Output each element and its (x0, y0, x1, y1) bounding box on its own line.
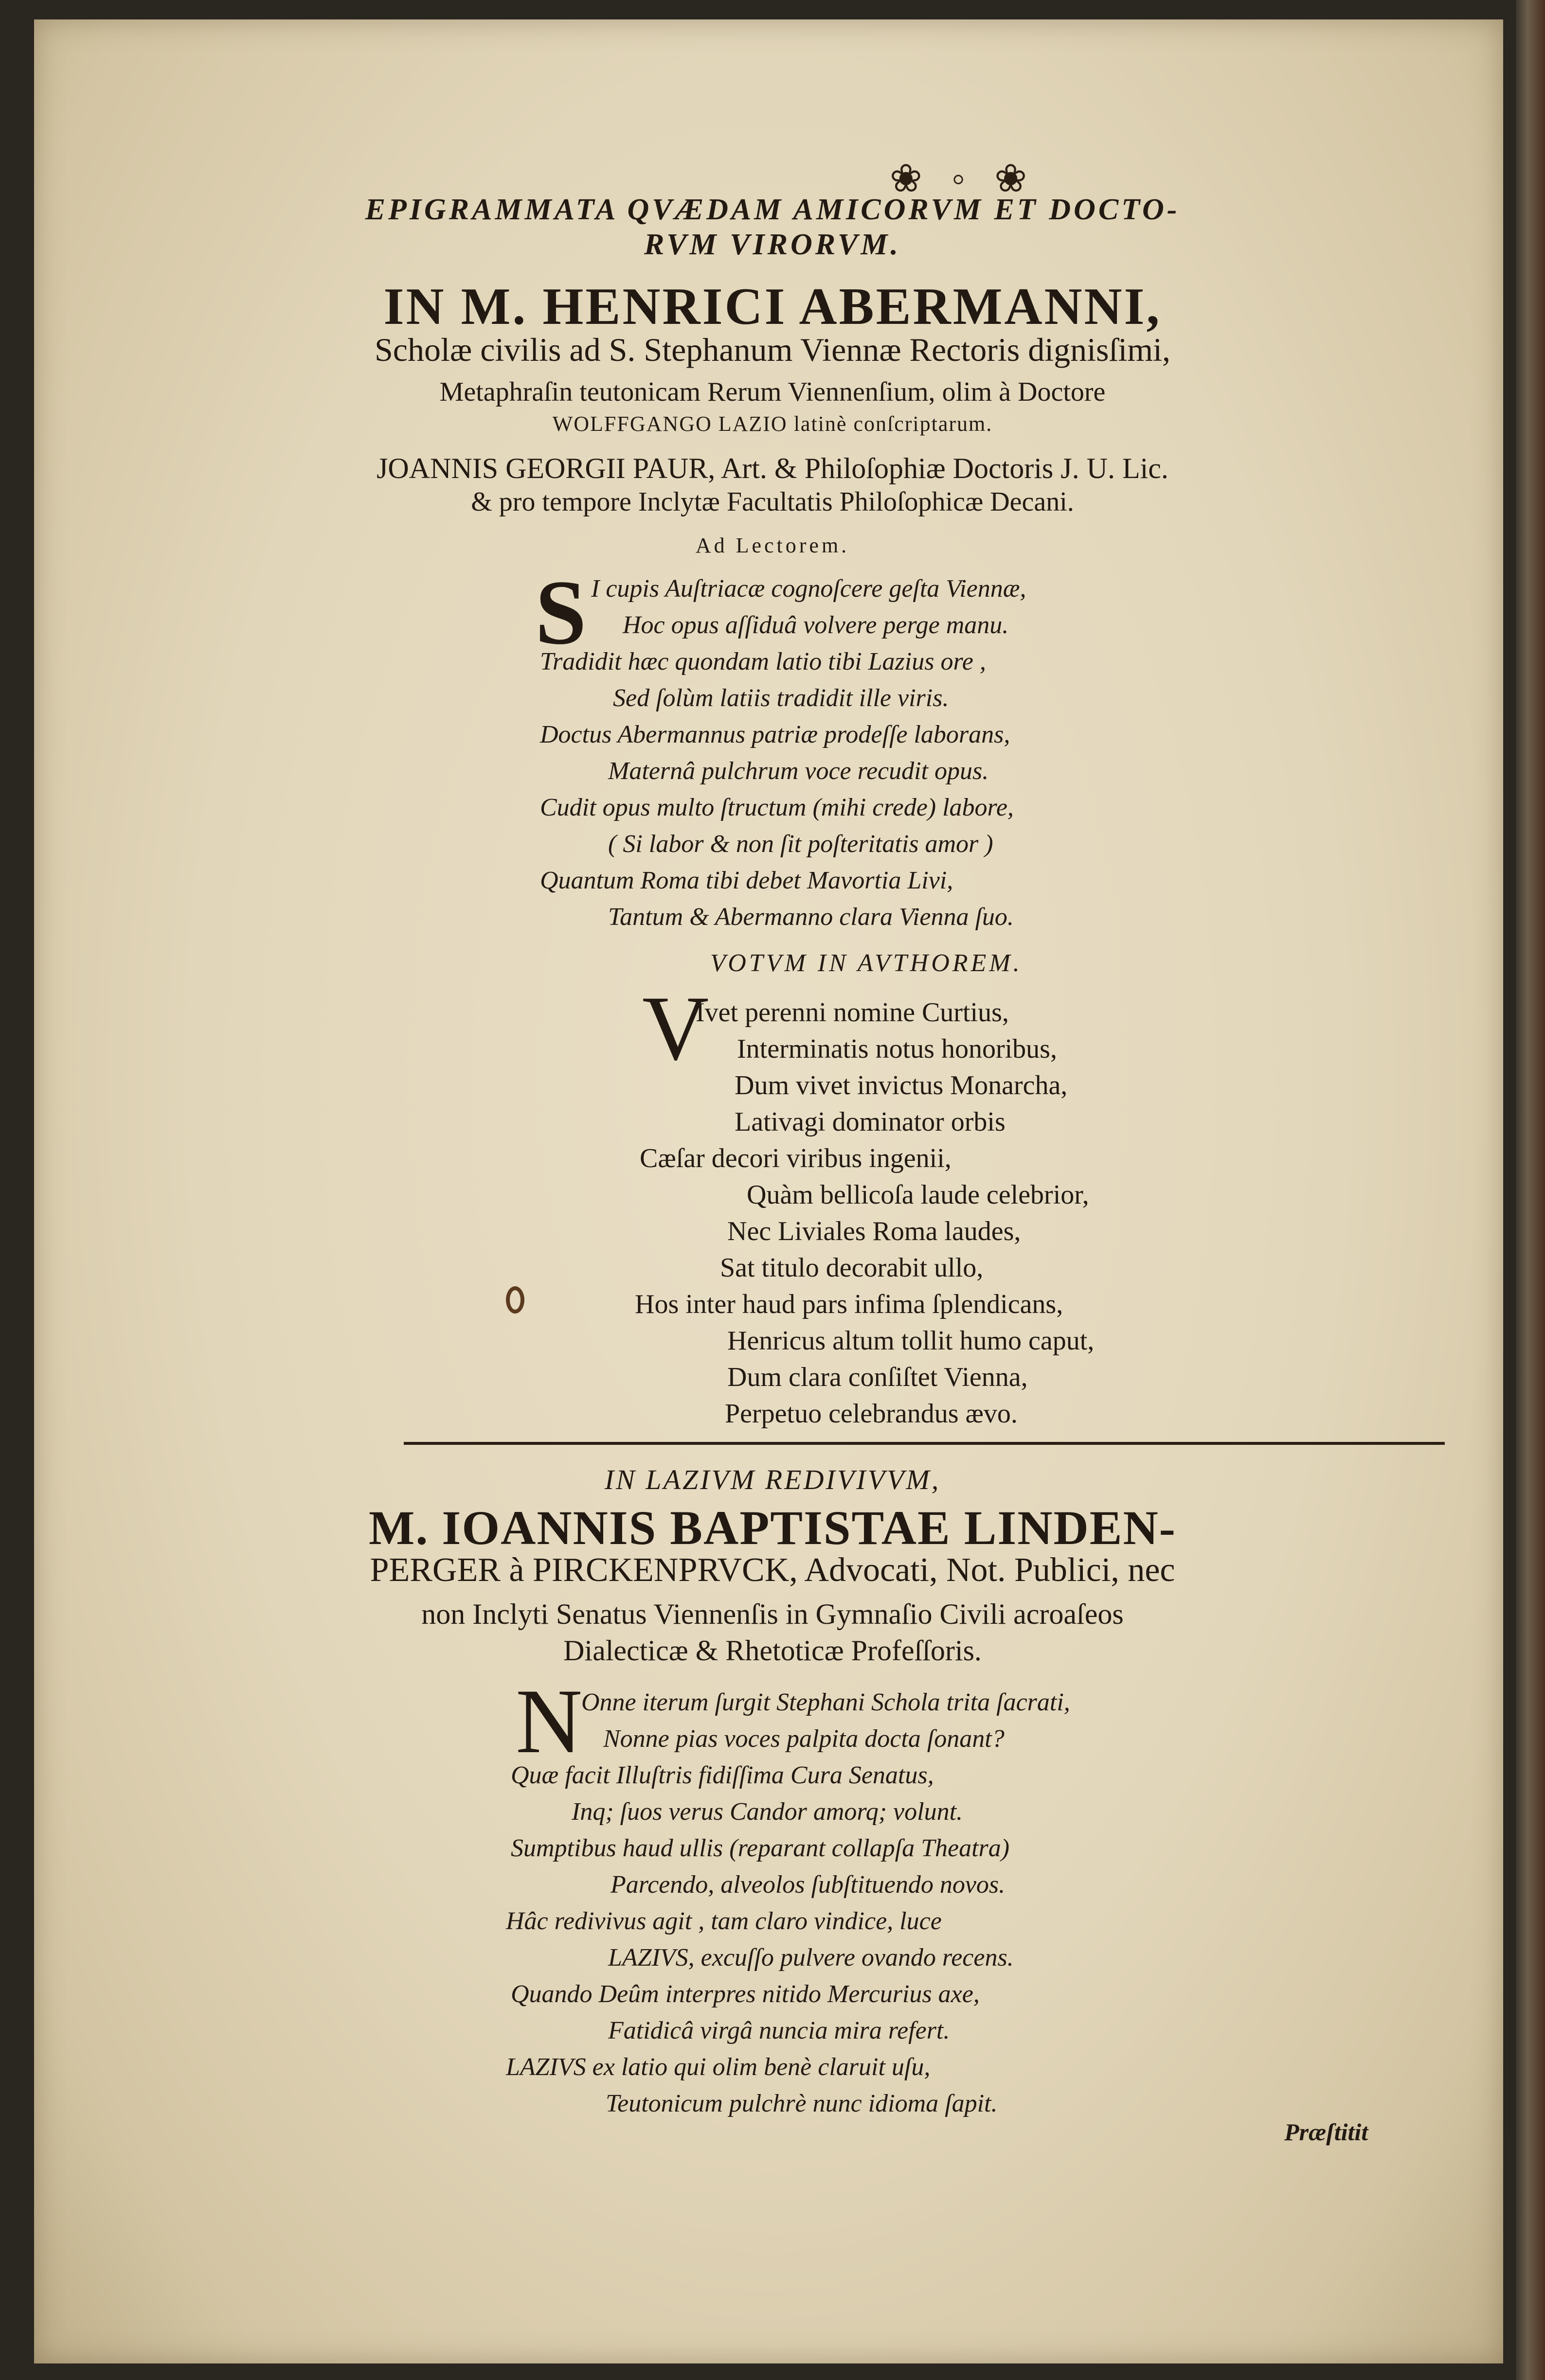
votum-line: Lativagi dominator orbis (735, 1107, 1006, 1137)
poem1-line: I cupis Auſtriacæ cognoſcere geſta Viennæ, (591, 575, 1026, 603)
dropcap-n: N (516, 1670, 583, 1773)
section2-subline-3: Dialecticæ & Rhetoticæ Profeſſoris. (563, 1634, 982, 1667)
votum-line: Perpetuo celebrandus ævo. (725, 1399, 1018, 1429)
poem2-line: Quæ facit Illuſtris fidiſſima Cura Senatus, (511, 1761, 934, 1789)
poem1-line: Tradidit hæc quondam latio tibi Lazius ore , (540, 648, 986, 675)
poem1-line: Tantum & Abermanno clara Vienna ſuo. (608, 903, 1014, 931)
votum-line: Dum vivet invictus Monarcha, (735, 1070, 1068, 1101)
poem1-line: Doctus Abermannus patriæ prodeſſe laborans, (540, 721, 1010, 748)
votum-line: Nec Liviales Roma laudes, (727, 1216, 1021, 1246)
poem1-line: Maternâ pulchrum voce recudit opus. (608, 757, 989, 785)
ink-stain (506, 1286, 524, 1314)
poem2-line: Fatidicâ virgâ nuncia mira refert. (608, 2017, 950, 2044)
ad-lectorem-heading: Ad Lectorem. (695, 533, 850, 557)
votum-heading: VOTVM IN AVTHOREM. (710, 949, 1023, 977)
title-subline-2: Metaphraſin teutonicam Rerum Viennenſium, olim à Doctore (439, 377, 1106, 407)
votum-line: Dum clara conſiſtet Vienna, (727, 1362, 1028, 1392)
section-divider (404, 1442, 1445, 1445)
poem2-line: LAZIVS, excuſſo pulvere ovando recens. (608, 1944, 1014, 1971)
poem2-line: Inq; ſuos verus Candor amorq; volunt. (572, 1798, 963, 1826)
epigrammata-line-1: EPIGRAMMATA QVÆDAM AMICORVM ET DOCTO- (365, 193, 1180, 226)
poem1-line: Quantum Roma tibi debet Mavortia Livi, (540, 867, 953, 894)
poem1-line: Cudit opus multo ſtructum (mihi crede) labore, (540, 794, 1014, 821)
poem2-line: Hâc redivivus agit , tam claro vindice, luce (506, 1907, 942, 1935)
section2-heading: IN LAZIVM REDIVIVVM, (604, 1464, 941, 1495)
votum-line: Ivet perenni nomine Curtius, (696, 997, 1009, 1028)
poem2-line: Quando Deûm interpres nitido Mercurius axe, (511, 1980, 980, 2008)
section2-title: M. IOANNIS BAPTISTAE LINDEN- (369, 1501, 1176, 1555)
poem1-line: Hoc opus aſſiduâ volvere perge manu. (623, 611, 1009, 639)
dropcap-v: V (642, 977, 709, 1080)
poem2-line: Teutonicum pulchrè nunc idioma ſapit. (606, 2090, 998, 2117)
catchword: Præſtitit (1284, 2118, 1368, 2146)
votum-line: Interminatis notus honoribus, (737, 1034, 1057, 1064)
poem1-line: Sed ſolùm latiis tradidit ille viris. (613, 684, 949, 712)
votum-line: Sat titulo decorabit ullo, (720, 1253, 984, 1283)
poem2-line: Parcendo, alveolos ſubſtituendo novos. (611, 1871, 1006, 1899)
printer-ornament: ❀ ◦ ❀ (889, 158, 1037, 200)
poem2-line: Nonne pias voces palpita docta ſonant? (603, 1725, 1005, 1753)
votum-line: Cæſar decori viribus ingenii, (640, 1143, 952, 1173)
poem1-line: ( Si labor & non ſit poſteritatis amor ) (608, 830, 993, 858)
epigrammata-line-2: RVM VIRORVM. (644, 228, 901, 261)
votum-line: Hos inter haud pars infima ſplendicans, (635, 1289, 1063, 1319)
votum-line: Quàm bellicoſa laude celebrior, (747, 1180, 1089, 1210)
page-title: IN M. HENRICI ABERMANNI, (383, 278, 1162, 336)
author-line-2: & pro tempore Inclytæ Facultatis Philoſophicæ Decani. (471, 487, 1074, 517)
author-line-1: JOANNIS GEORGII PAUR, Art. & Philoſophiæ Doctoris J. U. Lic. (377, 452, 1168, 484)
section2-subline-2: non Inclyti Senatus Viennenſis in Gymnaſio Civili acroaſeos (421, 1598, 1124, 1630)
section2-subline-1: PERGER à PIRCKENPRVCK, Advocati, Not. Publici, nec (370, 1551, 1175, 1589)
votum-line: Henricus altum tollit humo caput, (727, 1326, 1095, 1356)
title-subline-1: Scholæ civilis ad S. Stephanum Viennæ Rectoris dignisſimi, (374, 331, 1171, 368)
poem2-line: Onne iterum ſurgit Stephani Schola trita ſacrati, (581, 1688, 1070, 1716)
title-subline-3: WOLFFGANGO LAZIO latinè conſcriptarum. (552, 412, 993, 436)
poem2-line: Sumptibus haud ullis (reparant collapſa Theatra) (511, 1834, 1010, 1862)
dropcap-s: S (535, 562, 587, 664)
epigrammata-heading (0, 192, 1545, 262)
poem2-line: LAZIVS ex latio qui olim benè claruit uſu, (506, 2053, 931, 2081)
